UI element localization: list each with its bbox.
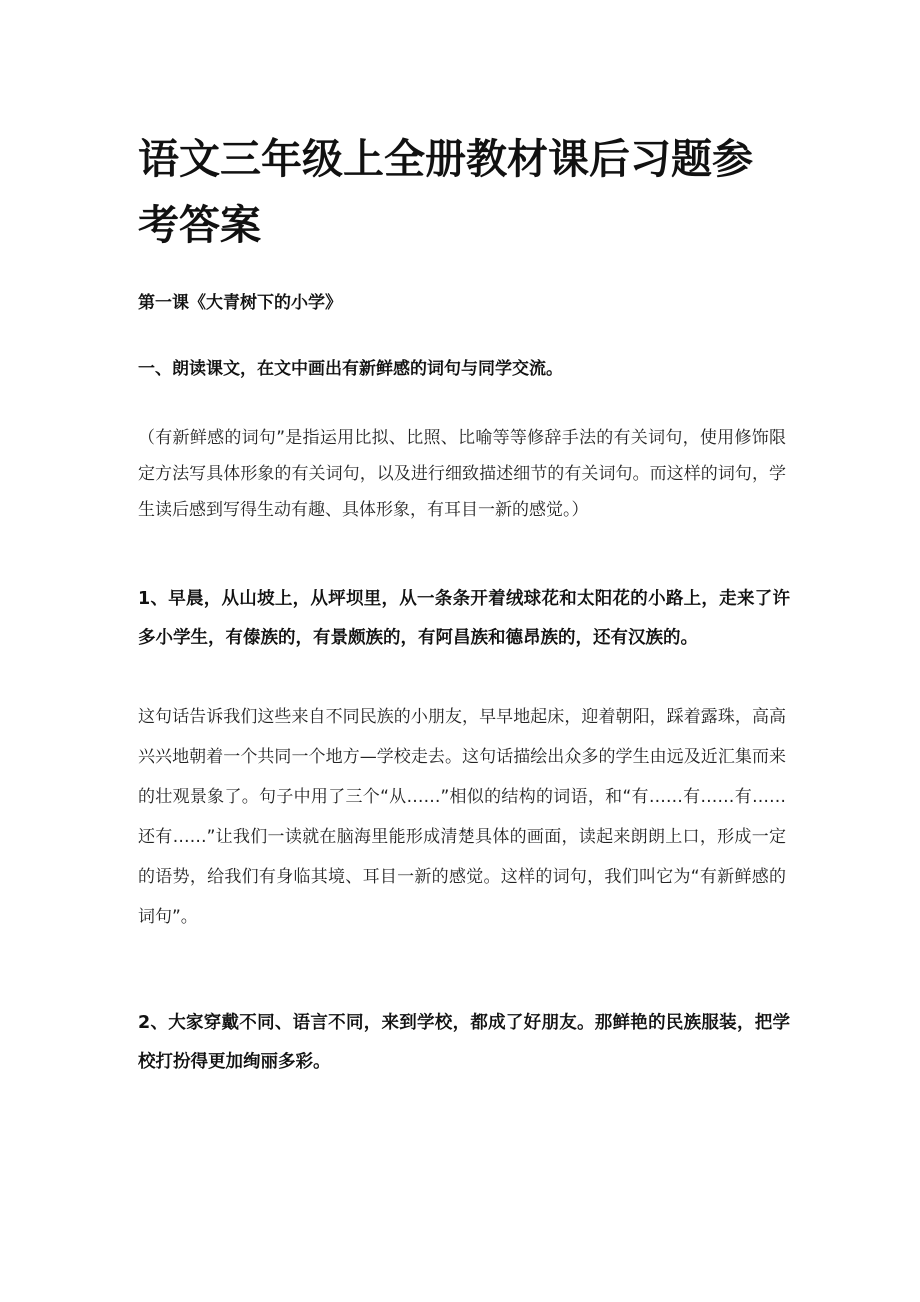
document-title: 语文三年级上全册教材课后习题参考答案 bbox=[138, 135, 753, 249]
question-2: 2、大家穿戴不同、语言不同，来到学校，都成了好朋友。那鲜艳的民族服装，把学校打扮得更加绚丽多彩。 bbox=[138, 1013, 790, 1072]
lesson-title: 第一课《大青树下的小学》 bbox=[138, 293, 342, 313]
answer-1: 这句话告诉我们这些来自不同民族的小朋友，早早地起床，迎着朝阳，踩着露珠，高高兴兴地朝着一个共同一个地方—学校走去。这句话描绘出众多的学生由远及近汇集而来的壮观景象了。句子中用了三个“从……”相似的结构的词语，和“有……有……有……还有……”让我们一读就在脑海里能形成清楚具体的画面，读起来朗朗上口，形成一定的语势，给我们有身临其境、耳目一新的感觉。这样的词句，我们叫它为“有新鲜感的词句”。 bbox=[138, 707, 786, 927]
section-heading: 一、朗读课文，在文中画出有新鲜感的词句与同学交流。 bbox=[138, 359, 563, 379]
question-1: 1、早晨，从山坡上，从坪坝里，从一条条开着绒球花和太阳花的小路上，走来了许多小学生，有傣族的，有景颇族的，有阿昌族和德昂族的，还有汉族的。 bbox=[138, 589, 790, 648]
note-paragraph: （有新鲜感的词句”是指运用比拟、比照、比喻等等修辞手法的有关词句，使用修饰限定方法写具体形象的有关词句，以及进行细致描述细节的有关词句。而这样的词句，学生读后感到写得生动有趣、具体形象，有耳目一新的感觉。） bbox=[138, 428, 786, 520]
